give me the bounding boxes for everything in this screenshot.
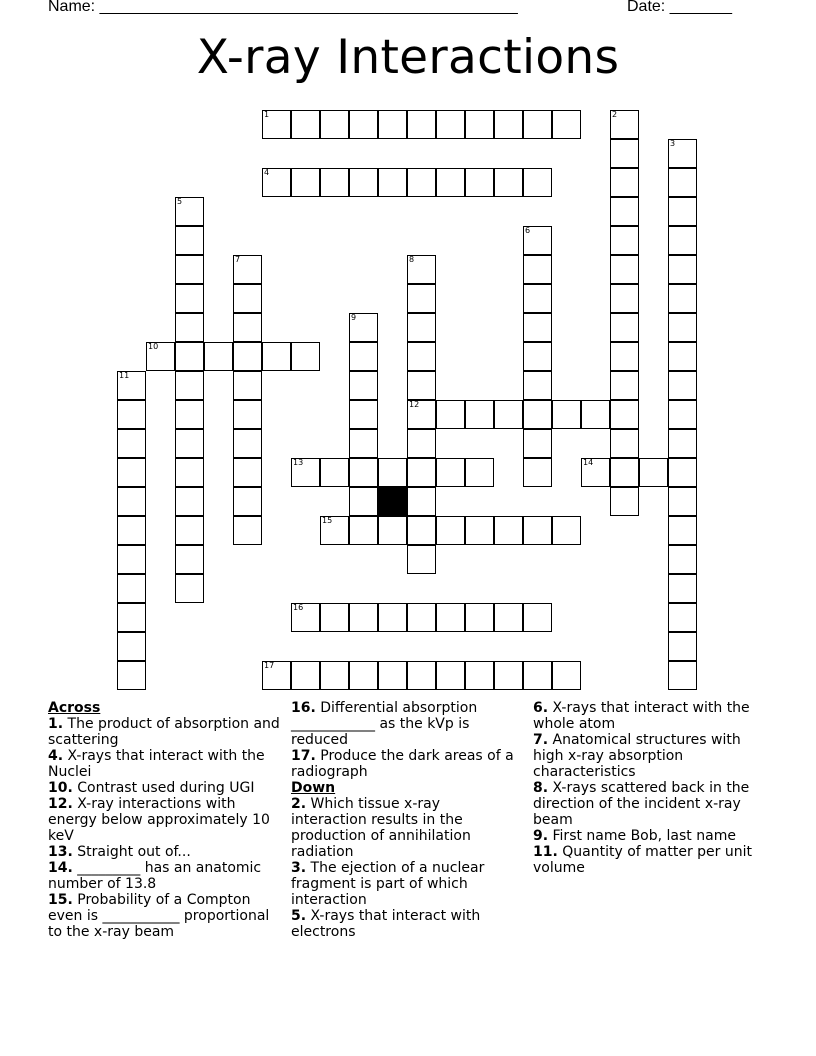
grid-cell[interactable]	[523, 516, 552, 545]
clue-number: 17	[264, 661, 275, 670]
grid-cell[interactable]	[610, 226, 639, 255]
grid-cell[interactable]	[291, 661, 320, 690]
grid-cell[interactable]	[175, 313, 204, 342]
clue-item-text: Probability of a Compton even is ___________ proportional to the x-ray beam	[48, 892, 270, 940]
clue-item-number: 6.	[533, 700, 549, 716]
grid-cell[interactable]	[610, 139, 639, 168]
grid-cell[interactable]	[668, 487, 697, 516]
grid-cell[interactable]	[436, 603, 465, 632]
grid-cell[interactable]	[349, 371, 378, 400]
grid-cell[interactable]	[465, 110, 494, 139]
clue-number: 10	[148, 342, 159, 351]
grid-cell[interactable]	[465, 168, 494, 197]
clue-item	[291, 860, 519, 908]
grid-cell[interactable]	[320, 458, 349, 487]
grid-cell[interactable]	[581, 458, 610, 487]
grid-cell[interactable]	[407, 371, 436, 400]
grid-cell[interactable]	[233, 371, 262, 400]
grid-cell[interactable]	[610, 458, 639, 487]
clue-item-number: 4.	[48, 748, 64, 764]
grid-cell[interactable]	[233, 487, 262, 516]
grid-cell[interactable]	[436, 661, 465, 690]
grid-cell[interactable]	[407, 429, 436, 458]
grid-cell[interactable]	[523, 226, 552, 255]
down-heading: Down	[291, 780, 336, 796]
clue-item	[48, 796, 280, 844]
grid-cell[interactable]	[117, 632, 146, 661]
grid-cell[interactable]	[233, 458, 262, 487]
grid-cell[interactable]	[610, 429, 639, 458]
clue-number: 8	[409, 255, 415, 264]
clue-number: 7	[235, 255, 241, 264]
grid-cell[interactable]	[175, 400, 204, 429]
grid-cell[interactable]	[668, 545, 697, 574]
clue-item	[48, 716, 280, 748]
grid-cell[interactable]	[436, 400, 465, 429]
clue-item-number: 5.	[291, 908, 307, 924]
clues-column-1	[48, 700, 280, 940]
clue-item	[48, 780, 280, 796]
grid-cell[interactable]	[175, 284, 204, 313]
clue-item-text: X-rays that interact with the whole atom	[533, 700, 750, 732]
grid-cell[interactable]	[146, 342, 175, 371]
grid-cell[interactable]	[610, 400, 639, 429]
clue-number: 12	[409, 400, 420, 409]
grid-cell[interactable]	[233, 400, 262, 429]
grid-cell[interactable]	[668, 284, 697, 313]
grid-cell[interactable]	[465, 661, 494, 690]
clue-item-number: 11.	[533, 844, 558, 860]
grid-cell[interactable]	[610, 313, 639, 342]
grid-cell[interactable]	[175, 371, 204, 400]
grid-cell[interactable]	[523, 400, 552, 429]
grid-cell[interactable]	[349, 661, 378, 690]
grid-cell[interactable]	[233, 284, 262, 313]
grid-cell[interactable]	[117, 487, 146, 516]
name-field[interactable]: Name: _______________________________________________	[48, 0, 518, 15]
grid-cell[interactable]	[407, 342, 436, 371]
clue-item-number: 7.	[533, 732, 549, 748]
grid-cell[interactable]	[407, 168, 436, 197]
grid-cell[interactable]	[349, 110, 378, 139]
clue-number: 1	[264, 110, 270, 119]
clue-item-text: X-rays that interact with electrons	[291, 908, 481, 940]
grid-cell[interactable]	[349, 603, 378, 632]
grid-cell[interactable]	[407, 284, 436, 313]
grid-cell[interactable]	[668, 342, 697, 371]
grid-cell[interactable]	[262, 110, 291, 139]
grid-cell[interactable]	[552, 516, 581, 545]
grid-cell[interactable]	[349, 342, 378, 371]
grid-cell[interactable]	[668, 574, 697, 603]
clue-item	[291, 700, 519, 748]
clue-number: 16	[293, 603, 304, 612]
grid-cell[interactable]	[117, 545, 146, 574]
grid-cell[interactable]	[668, 226, 697, 255]
clue-item-number: 9.	[533, 828, 549, 844]
grid-cell[interactable]	[349, 487, 378, 516]
grid-cell[interactable]	[378, 661, 407, 690]
clue-item-number: 3.	[291, 860, 307, 876]
grid-cell[interactable]	[523, 371, 552, 400]
clue-item-number: 17.	[291, 748, 316, 764]
grid-cell[interactable]	[291, 110, 320, 139]
grid-cell[interactable]	[349, 516, 378, 545]
clue-item-text: X-ray interactions with energy below approximately 10 keV	[48, 796, 270, 844]
grid-cell[interactable]	[668, 429, 697, 458]
grid-cell[interactable]	[523, 429, 552, 458]
clue-item-number: 10.	[48, 780, 73, 796]
grid-cell[interactable]	[233, 429, 262, 458]
grid-cell[interactable]	[668, 313, 697, 342]
grid-cell[interactable]	[523, 168, 552, 197]
clues-column-2	[291, 700, 519, 940]
clue-item	[48, 860, 280, 892]
clue-item-number: 1.	[48, 716, 64, 732]
grid-cell[interactable]	[117, 429, 146, 458]
grid-cell[interactable]	[494, 516, 523, 545]
grid-cell[interactable]	[668, 516, 697, 545]
grid-cell[interactable]	[349, 313, 378, 342]
grid-cell[interactable]	[378, 168, 407, 197]
grid-cell[interactable]	[233, 342, 262, 371]
date-field[interactable]: Date: _______	[627, 0, 732, 15]
clue-item-text: Straight out of...	[72, 844, 191, 860]
clue-item-text: Contrast used during UGI	[72, 780, 255, 796]
grid-cell[interactable]	[668, 603, 697, 632]
grid-cell[interactable]	[378, 603, 407, 632]
clue-number: 13	[293, 458, 304, 467]
grid-cell[interactable]	[378, 110, 407, 139]
grid-cell[interactable]	[291, 458, 320, 487]
grid-cell[interactable]	[117, 574, 146, 603]
grid-cell[interactable]	[523, 342, 552, 371]
grid-cell[interactable]	[407, 487, 436, 516]
grid-cell[interactable]	[668, 632, 697, 661]
clue-item	[533, 700, 765, 732]
grid-cell[interactable]	[668, 400, 697, 429]
grid-cell[interactable]	[262, 168, 291, 197]
grid-cell[interactable]	[465, 400, 494, 429]
grid-cell[interactable]	[668, 197, 697, 226]
grid-cell[interactable]	[436, 110, 465, 139]
clue-number: 9	[351, 313, 357, 322]
grid-cell[interactable]	[349, 168, 378, 197]
grid-cell[interactable]	[494, 168, 523, 197]
grid-cell[interactable]	[494, 603, 523, 632]
grid-cell[interactable]	[668, 168, 697, 197]
grid-cell[interactable]	[175, 342, 204, 371]
grid-cell[interactable]	[523, 313, 552, 342]
clue-item-text: Produce the dark areas of a radiograph	[291, 748, 514, 780]
grid-cell[interactable]	[262, 342, 291, 371]
grid-cell[interactable]	[204, 342, 233, 371]
grid-cell[interactable]	[668, 255, 697, 284]
clue-number: 6	[525, 226, 531, 235]
grid-cell[interactable]	[494, 400, 523, 429]
clue-number: 4	[264, 168, 270, 177]
grid-cell[interactable]	[581, 400, 610, 429]
grid-cell[interactable]	[349, 400, 378, 429]
grid-cell[interactable]	[175, 458, 204, 487]
clue-number: 14	[583, 458, 594, 467]
grid-cell[interactable]	[668, 139, 697, 168]
across-heading: Across	[48, 700, 101, 716]
grid-cell[interactable]	[175, 545, 204, 574]
clue-item-number: 2.	[291, 796, 307, 812]
grid-cell[interactable]	[117, 661, 146, 690]
grid-cell[interactable]	[610, 284, 639, 313]
grid-cell[interactable]	[668, 371, 697, 400]
grid-cell[interactable]	[320, 661, 349, 690]
clue-item	[291, 908, 519, 940]
grid-cell[interactable]	[349, 429, 378, 458]
blocked-cell	[378, 487, 407, 516]
grid-cell[interactable]	[407, 603, 436, 632]
grid-cell[interactable]	[175, 197, 204, 226]
grid-cell[interactable]	[639, 458, 668, 487]
grid-cell[interactable]	[320, 168, 349, 197]
clue-item-number: 14.	[48, 860, 73, 876]
clue-item-text: Anatomical structures with high x-ray absorption characteristics	[533, 732, 741, 780]
clue-item-number: 8.	[533, 780, 549, 796]
clue-item	[533, 780, 765, 828]
grid-cell[interactable]	[523, 284, 552, 313]
grid-cell[interactable]	[610, 255, 639, 284]
clue-item-number: 16.	[291, 700, 316, 716]
clue-number: 15	[322, 516, 333, 525]
clue-item-number: 13.	[48, 844, 73, 860]
clue-item	[48, 844, 280, 860]
grid-cell[interactable]	[117, 516, 146, 545]
clue-item	[291, 748, 519, 780]
grid-cell[interactable]	[465, 458, 494, 487]
grid-cell[interactable]	[407, 255, 436, 284]
clue-item-text: The ejection of a nuclear fragment is part of which interaction	[291, 860, 485, 908]
grid-cell[interactable]	[523, 110, 552, 139]
grid-cell[interactable]	[610, 487, 639, 516]
grid-cell[interactable]	[233, 516, 262, 545]
clue-item-text: X-rays that interact with the Nuclei	[48, 748, 265, 780]
grid-cell[interactable]	[407, 313, 436, 342]
clues-column-3	[533, 700, 765, 876]
grid-cell[interactable]	[465, 603, 494, 632]
grid-cell[interactable]	[175, 255, 204, 284]
grid-cell[interactable]	[407, 400, 436, 429]
grid-cell[interactable]	[233, 255, 262, 284]
grid-cell[interactable]	[320, 516, 349, 545]
grid-cell[interactable]	[175, 487, 204, 516]
clue-number: 11	[119, 371, 130, 380]
grid-cell[interactable]	[407, 661, 436, 690]
grid-cell[interactable]	[407, 458, 436, 487]
grid-cell[interactable]	[523, 255, 552, 284]
clue-number: 3	[670, 139, 676, 148]
grid-cell[interactable]	[407, 110, 436, 139]
grid-cell[interactable]	[291, 342, 320, 371]
grid-cell[interactable]	[175, 516, 204, 545]
grid-cell[interactable]	[291, 603, 320, 632]
page-title: X-ray Interactions	[196, 30, 620, 85]
grid-cell[interactable]	[378, 516, 407, 545]
grid-cell[interactable]	[668, 458, 697, 487]
grid-cell[interactable]	[523, 458, 552, 487]
grid-cell[interactable]	[349, 458, 378, 487]
grid-cell[interactable]	[117, 603, 146, 632]
grid-cell[interactable]	[262, 661, 291, 690]
grid-cell[interactable]	[610, 168, 639, 197]
grid-cell[interactable]	[233, 313, 262, 342]
grid-cell[interactable]	[610, 342, 639, 371]
clue-item-text: Differential absorption ____________ as the kVp is reduced	[291, 700, 478, 748]
clue-item	[291, 796, 519, 860]
grid-cell[interactable]	[494, 110, 523, 139]
grid-cell[interactable]	[320, 603, 349, 632]
clue-item-text: _________ has an anatomic number of 13.8	[48, 860, 262, 892]
clue-number: 2	[612, 110, 618, 119]
grid-cell[interactable]	[610, 110, 639, 139]
clue-item	[533, 828, 765, 844]
clue-item-number: 12.	[48, 796, 73, 812]
grid-cell[interactable]	[523, 661, 552, 690]
grid-cell[interactable]	[175, 574, 204, 603]
grid-cell[interactable]	[436, 458, 465, 487]
grid-cell[interactable]	[407, 545, 436, 574]
grid-cell[interactable]	[407, 516, 436, 545]
clue-item-text: Which tissue x-ray interaction results in the production of annihilation radiation	[291, 796, 471, 860]
clue-item-text: Quantity of matter per unit volume	[533, 844, 753, 876]
grid-cell[interactable]	[175, 226, 204, 255]
grid-cell[interactable]	[117, 371, 146, 400]
grid-cell[interactable]	[668, 661, 697, 690]
clue-item-text: The product of absorption and scattering	[48, 716, 280, 748]
grid-cell[interactable]	[175, 429, 204, 458]
grid-cell[interactable]	[552, 400, 581, 429]
clue-item	[48, 892, 280, 940]
grid-cell[interactable]	[610, 371, 639, 400]
clue-item	[533, 844, 765, 876]
grid-cell[interactable]	[494, 661, 523, 690]
grid-cell[interactable]	[291, 168, 320, 197]
clue-item-text: First name Bob, last name	[548, 828, 736, 844]
grid-cell[interactable]	[378, 458, 407, 487]
grid-cell[interactable]	[610, 197, 639, 226]
grid-cell[interactable]	[523, 603, 552, 632]
grid-cell[interactable]	[320, 110, 349, 139]
grid-cell[interactable]	[117, 400, 146, 429]
clue-item	[48, 748, 280, 780]
grid-cell[interactable]	[552, 110, 581, 139]
clue-item	[533, 732, 765, 780]
clue-number: 5	[177, 197, 183, 206]
grid-cell[interactable]	[117, 458, 146, 487]
grid-cell[interactable]	[465, 516, 494, 545]
grid-cell[interactable]	[436, 168, 465, 197]
grid-cell[interactable]	[552, 661, 581, 690]
clue-item-number: 15.	[48, 892, 73, 908]
grid-cell[interactable]	[436, 516, 465, 545]
clue-item-text: X-rays scattered back in the direction of the incident x-ray beam	[533, 780, 750, 828]
